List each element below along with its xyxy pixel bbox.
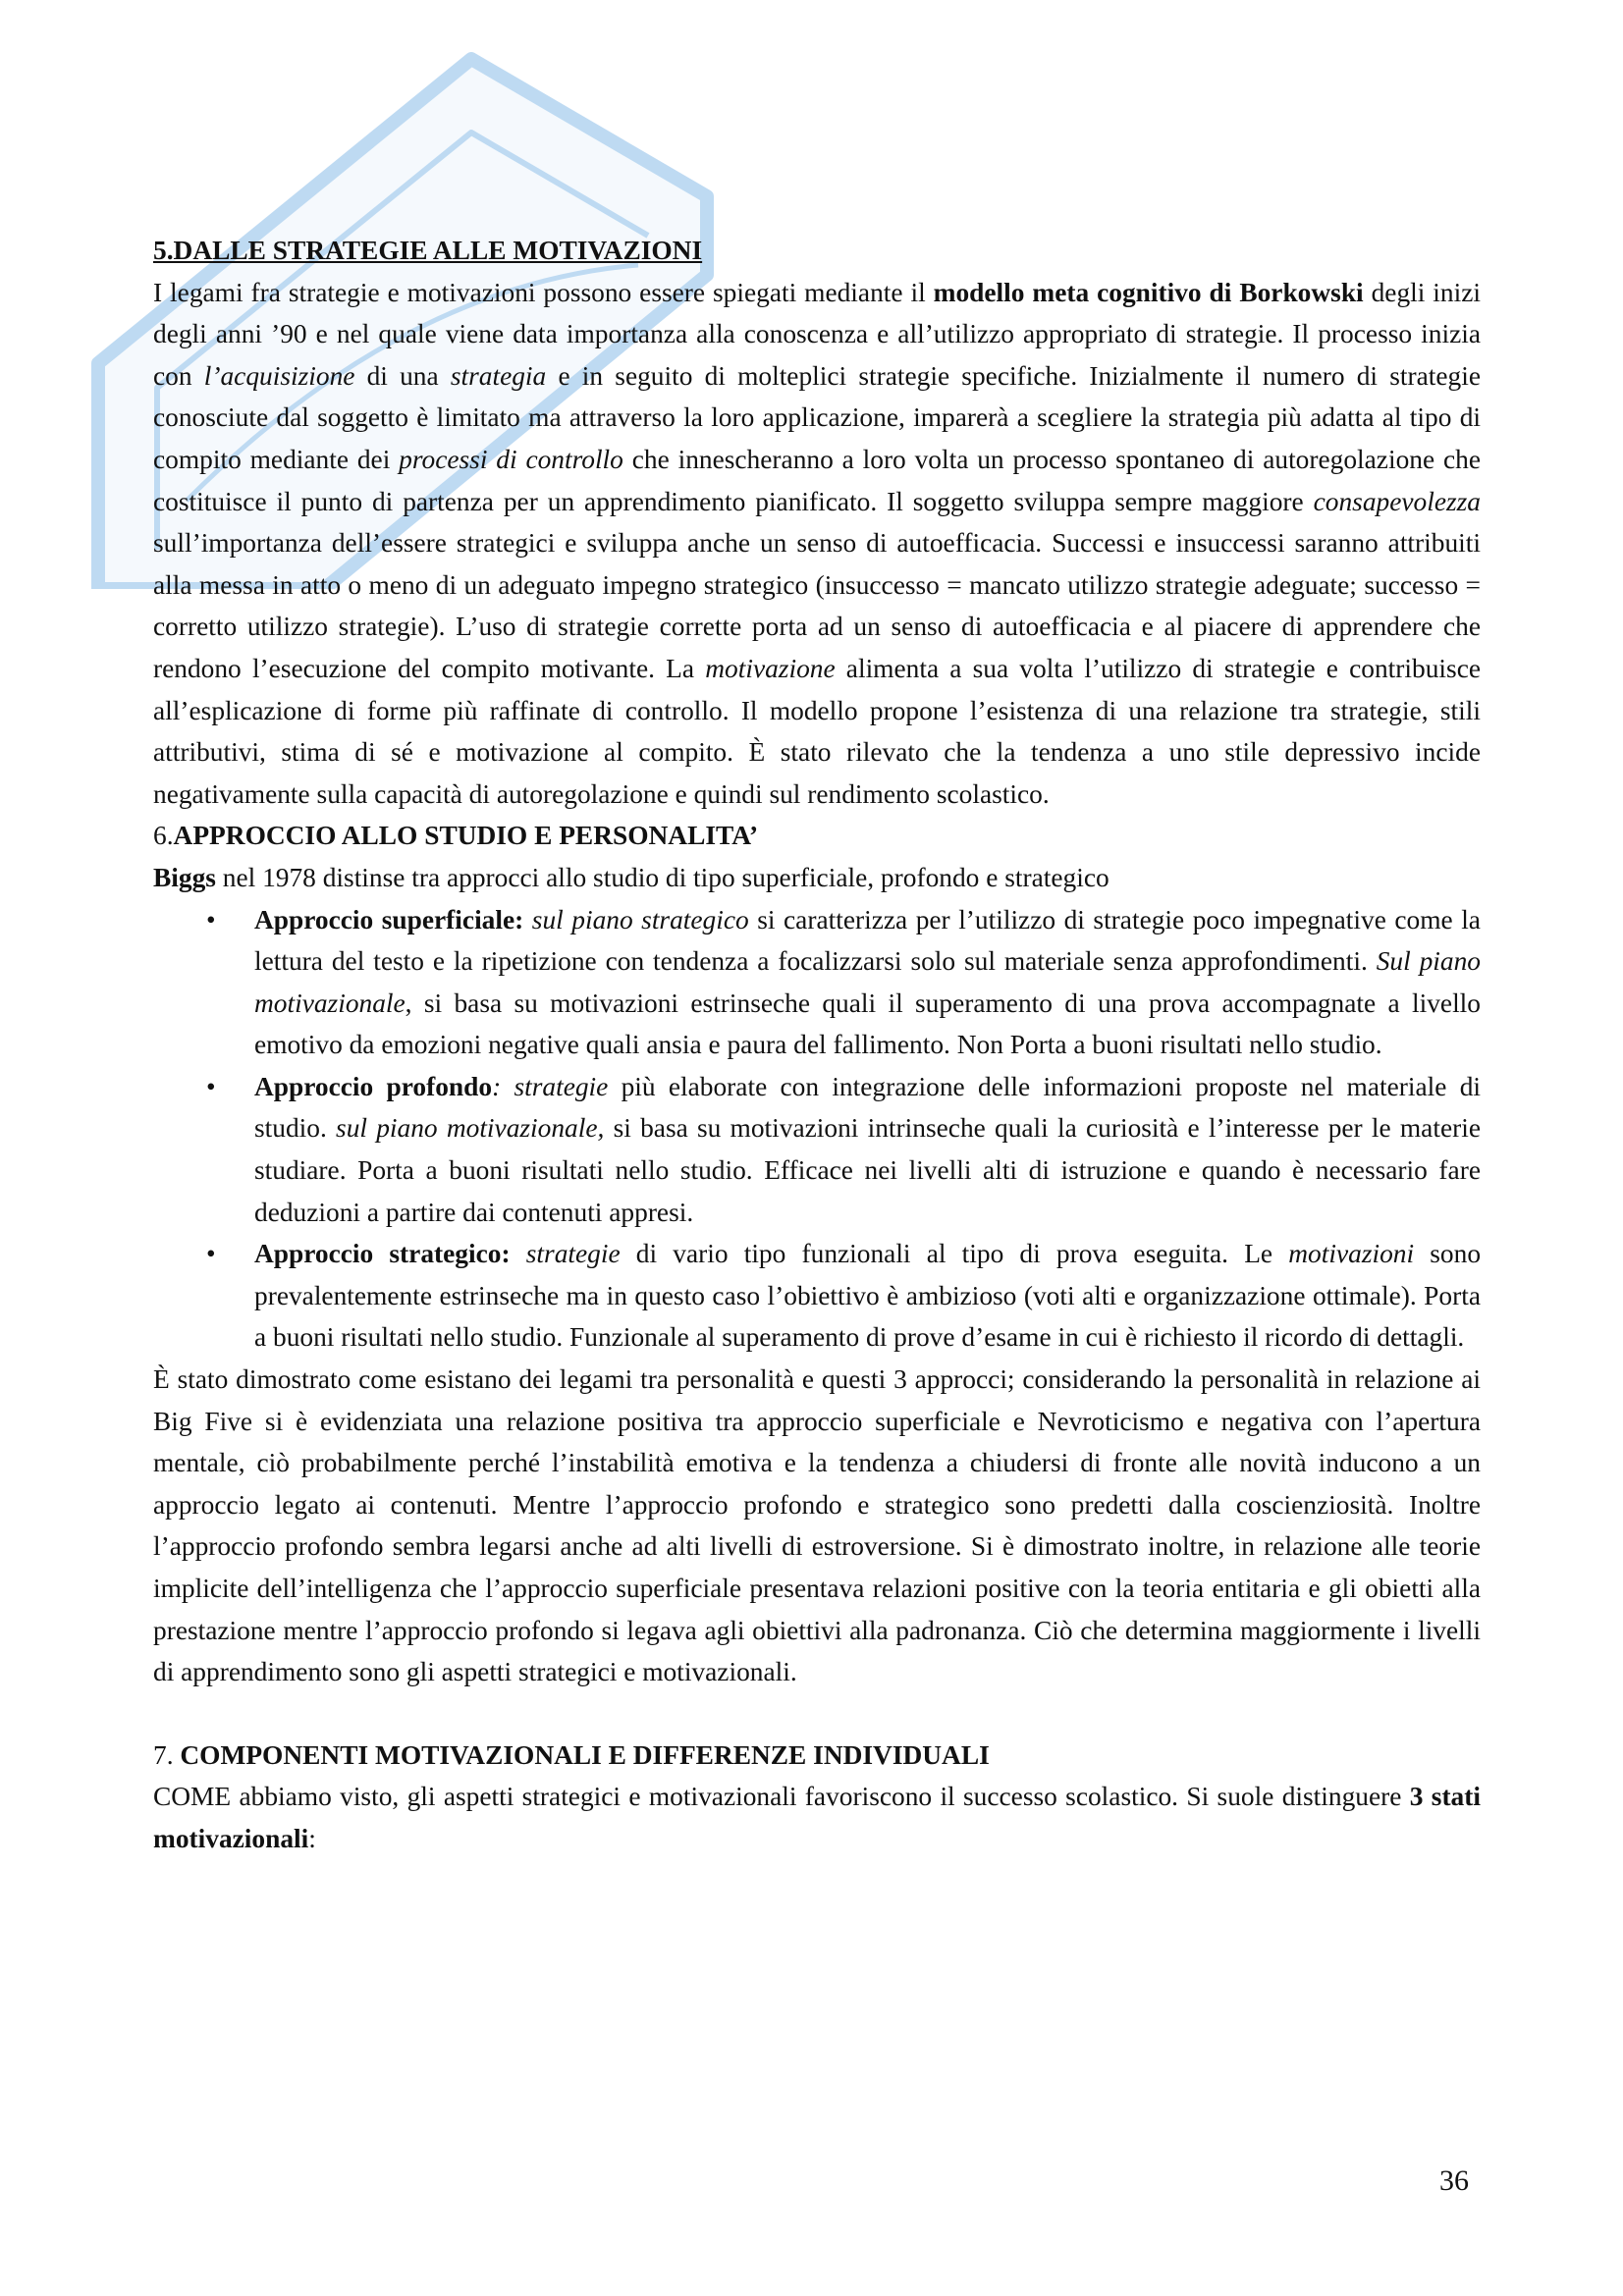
page-number: 36 bbox=[1439, 2164, 1469, 2197]
bullet-icon: • bbox=[206, 904, 216, 934]
bullet-icon: • bbox=[206, 1071, 216, 1101]
text-run: : bbox=[308, 1823, 316, 1853]
italic-term: sul piano motivazionale, bbox=[336, 1113, 605, 1144]
text-run: che innescheranno a loro volta un processo spontaneo di autoregolazione che costituisce il punto di partenza per un apprendimento pianificato. Il soggetto sviluppa sempre maggiore bbox=[153, 444, 1481, 516]
bold-term: 3 stati motivazionali bbox=[153, 1782, 1481, 1853]
italic-term: strategie bbox=[525, 1239, 621, 1269]
italic-term: processi di controllo bbox=[399, 444, 623, 474]
approaches-list bbox=[153, 899, 1481, 1360]
italic-term: Sul piano motivazionale bbox=[254, 946, 1481, 1018]
text-run: di una bbox=[354, 360, 451, 391]
section-7-number: 7. bbox=[153, 1739, 181, 1770]
section-6-title: APPROCCIO ALLO STUDIO E PERSONALITA’ bbox=[173, 821, 759, 851]
italic-term: motivazioni bbox=[1288, 1239, 1415, 1269]
section-6-heading bbox=[153, 815, 1481, 857]
italic-term: l’acquisizione bbox=[203, 360, 355, 391]
section-6-number: 6. bbox=[153, 821, 174, 851]
bold-term: Approccio strategico: bbox=[254, 1239, 511, 1269]
author-name: Biggs bbox=[153, 862, 216, 892]
list-item-strategic bbox=[206, 1233, 1482, 1359]
italic-term: motivazione bbox=[705, 653, 836, 683]
list-item-deep bbox=[206, 1066, 1481, 1233]
text-run: si basa su motivazioni intrinseche quali la curiosità e l’interesse per le materie studiare. Porta a buoni risultati nello studio. Efficace nei livelli alti di istruzione e quando è necessario fare deduzioni a partire dai contenuti appresi. bbox=[254, 1113, 1481, 1227]
text-run: COME abbiamo visto, gli aspetti strategici e motivazionali favoriscono il successo scolastico. Si suole distinguere bbox=[153, 1782, 1410, 1812]
text-run: e in seguito di molteplici strategie specifiche. Inizialmente il numero di strategie conosciute dal soggetto è limitato ma attraverso la loro applicazione, imparerà a scegliere la strategia più adatta al tipo di compito mediante dei bbox=[153, 360, 1481, 474]
page-content bbox=[153, 230, 1481, 1860]
text-run: alimenta a sua volta l’utilizzo di strategie e contribuisce all’esplicazione di forme più raffinate di controllo. Il modello propone l’esistenza di una relazione tra strategie, stili attributivi, stima di sé e motivazione al compito. È stato rilevato che la tendenza a uno stile depressivo incide negativamente sulla capacità di autoregolazione e quindi sul rendimento scolastico. bbox=[153, 653, 1482, 809]
section-5-heading bbox=[153, 230, 1481, 272]
text-run: I legami fra strategie e motivazioni possono essere spiegati mediante il bbox=[153, 277, 934, 307]
bold-term: modello meta cognitivo di Borkowski bbox=[933, 277, 1364, 307]
section-7-paragraph bbox=[153, 1776, 1481, 1859]
text-run: degli inizi degli anni ’90 e nel quale viene data importanza alla conoscenza e all’utilizzo appropriato di strategie. Il processo inizia con bbox=[153, 277, 1481, 391]
bullet-icon: • bbox=[206, 1239, 216, 1269]
text-run: più elaborate con integrazione delle informazioni proposte nel materiale di studio. bbox=[254, 1071, 1481, 1144]
section-6-closing-paragraph: È stato dimostrato come esistano dei legami tra personalità e questi 3 approcci; considerando la personalità in relazione ai Big Five si è evidenziata una relazione positiva tra approccio superficiale e Nevroticismo e negativa con l’apertura mentale, ciò probabilmente perché l’instabilità emotiva e la tendenza a chiudersi di fronte alle novità inducono a un approccio legato ai contenuti. Mentre l’approccio profondo e strategico sono predetti dalla coscienziosità. Inoltre l’approccio profondo sembra legarsi anche ad alti livelli di estroversione. Si è dimostrato inoltre, in relazione alle teorie implicite dell’intelligenza che l’approccio superficiale presentava relazioni positive con la teoria entitaria e gli obietti alla prestazione mentre l’approccio profondo si legava agli obiettivi alla padronanza. Ciò che determina maggiormente i livelli di apprendimento sono gli aspetti strategici e motivazionali. bbox=[153, 1364, 1481, 1687]
text-run: sono prevalentemente estrinseche ma in questo caso l’obiettivo è ambizioso (voti alti e organizzazione ottimale). Porta a buoni risultati nello studio. Funzionale al superamento di prove d’esame in cui è richiesto il ricordo di dettagli. bbox=[254, 1239, 1482, 1353]
text-run: , si basa su motivazioni estrinseche quali il superamento di una prova accompagnate a livello emotivo da emozioni negative quali ansia e paura del fallimento. Non Porta a buoni risultati nello studio. bbox=[254, 988, 1481, 1060]
section-6-intro bbox=[153, 857, 1481, 899]
text-run bbox=[523, 905, 532, 934]
list-item-superficial bbox=[206, 899, 1481, 1066]
italic-term: sul piano strategico bbox=[531, 904, 749, 934]
text-run: di vario tipo funzionali al tipo di prova eseguita. Le bbox=[620, 1239, 1289, 1269]
italic-term: strategia bbox=[450, 360, 547, 391]
italic-term: : strategie bbox=[492, 1071, 609, 1101]
section-7-title: COMPONENTI MOTIVAZIONALI E DIFFERENZE INDIVIDUALI bbox=[180, 1739, 990, 1770]
text-run bbox=[511, 1239, 526, 1268]
bold-term: Approccio profondo bbox=[254, 1071, 493, 1101]
text-run: sull’importanza dell’essere strategici e sviluppa anche un senso di autoefficacia. Successi e insuccessi saranno attribuiti alla messa in atto o meno di un adeguato impegno strategico (insuccesso = mancato utilizzo strategie adeguate; successo = corretto utilizzo strategie). L’uso di strategie corrette porta ad un senso di autoefficacia e al piacere di apprendere che rendono l’esecuzione del compito motivante. La bbox=[153, 528, 1481, 683]
bold-term: Approccio superficiale: bbox=[254, 904, 524, 934]
section-5-paragraph bbox=[153, 272, 1481, 816]
text-run: si caratterizza per l’utilizzo di strategie poco impegnative come la lettura del testo e la ripetizione con tendenza a focalizzarsi solo sul materiale senza approfondimenti. bbox=[254, 904, 1481, 977]
section-7-heading bbox=[153, 1735, 1481, 1777]
section-5-heading-text: 5.DALLE STRATEGIE ALLE MOTIVAZIONI bbox=[153, 236, 703, 265]
section-spacer bbox=[153, 1693, 1481, 1735]
italic-term: consapevolezza bbox=[1313, 486, 1481, 516]
text-run: nel 1978 distinse tra approcci allo studio di tipo superficiale, profondo e strategico bbox=[215, 862, 1109, 892]
